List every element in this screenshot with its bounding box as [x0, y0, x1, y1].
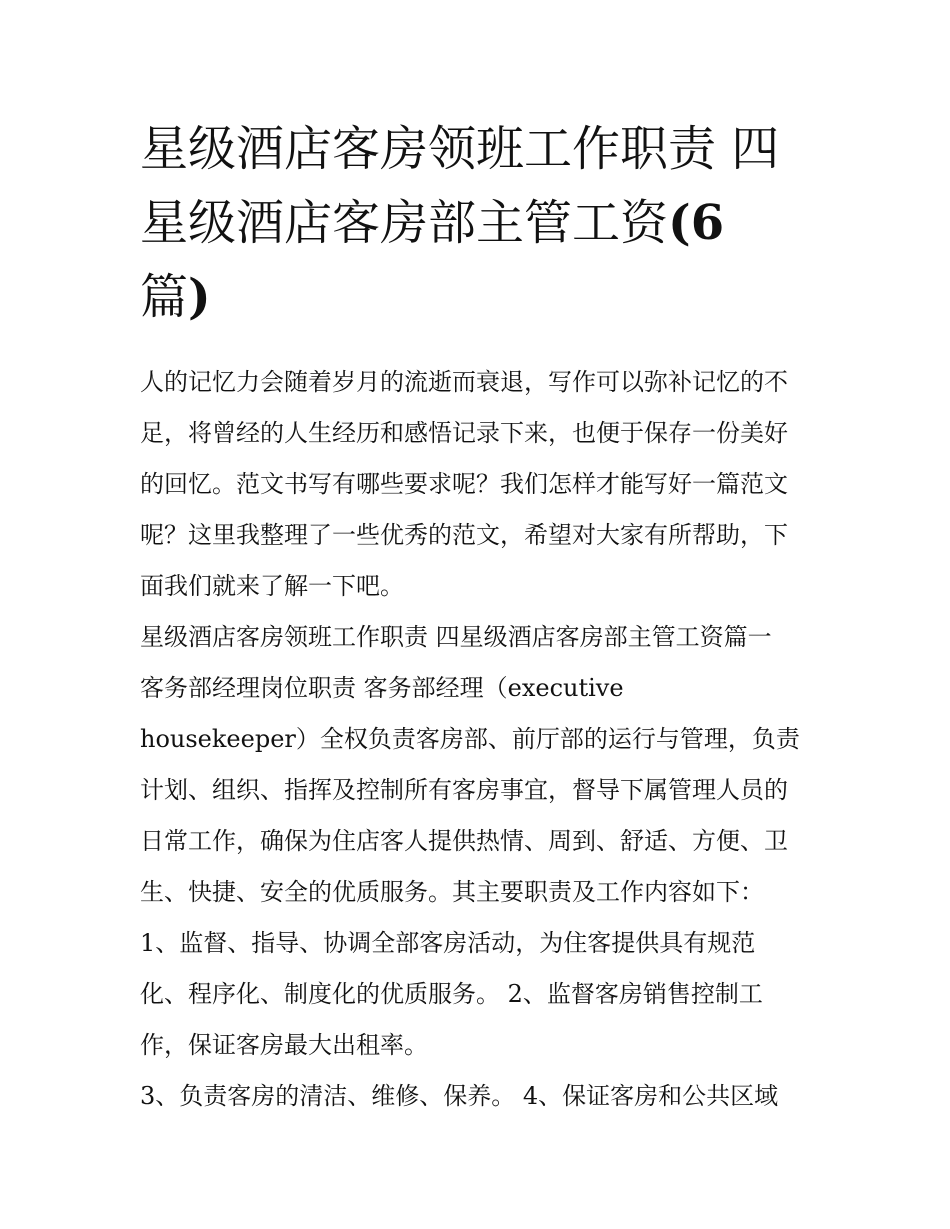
body-line: 日常工作，确保为住店客人提供热情、周到、舒适、方便、卫: [140, 827, 788, 855]
body-line: housekeeper）全权负责客房部、前厅部的运行与管理，负责: [140, 725, 800, 753]
document-title: [140, 112, 820, 334]
body-line: 生、快捷、安全的优质服务。其主要职责及工作内容如下：: [140, 878, 764, 906]
title-line: [140, 186, 820, 260]
title-paren: ): [188, 269, 211, 325]
title-text: 星级酒店客房部主管工资: [140, 195, 669, 251]
body-line: 足，将曾经的人生经历和感悟记录下来，也便于保存一份美好: [140, 419, 788, 447]
section-heading: 星级酒店客房领班工作职责 四星级酒店客房部主管工资篇一: [140, 623, 772, 651]
body-line: 面我们就来了解一下吧。: [140, 572, 404, 600]
title-line: [140, 260, 820, 334]
document-body: [140, 357, 820, 1122]
title-text: 篇: [140, 269, 189, 325]
body-line: 的回忆。范文书写有哪些要求呢？我们怎样才能写好一篇范文: [140, 470, 788, 498]
body-line: 人的记忆力会随着岁月的流逝而衰退，写作可以弥补记忆的不: [140, 368, 788, 396]
body-line: 呢？这里我整理了一些优秀的范文，希望对大家有所帮助，下: [140, 521, 788, 549]
body-line: 计划、组织、指挥及控制所有客房事宜，督导下属管理人员的: [140, 776, 788, 804]
list-item: 1、监督、指导、协调全部客房活动，为住客提供具有规范: [140, 929, 756, 957]
list-item: 3、负责客房的清洁、维修、保养。 4、保证客房和公共区域: [140, 1082, 779, 1110]
list-item: 化、程序化、制度化的优质服务。 2、监督客房销售控制工: [140, 980, 763, 1008]
body-line: 客务部经理岗位职责 客务部经理（executive: [140, 674, 624, 702]
title-number: (6: [668, 195, 725, 251]
list-item: 作，保证客房最大出租率。: [140, 1031, 428, 1059]
title-line: 星级酒店客房领班工作职责 四: [140, 121, 780, 177]
